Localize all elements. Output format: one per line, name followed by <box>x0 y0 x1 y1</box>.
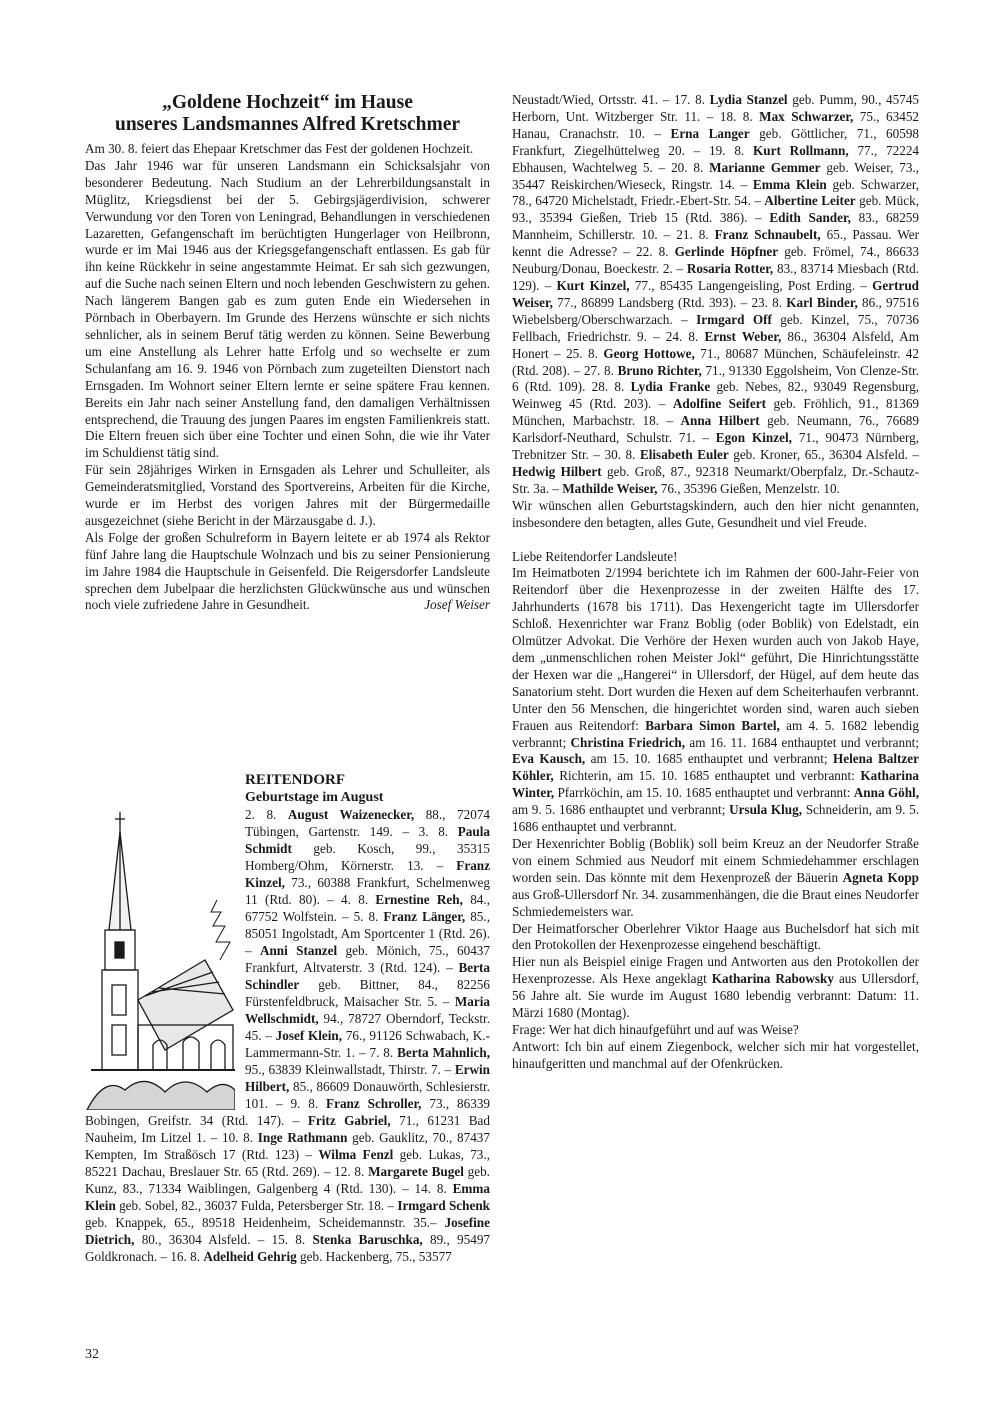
text-run: am 9. 5. 1686 enthauptet und verbrannt; <box>512 802 730 818</box>
person-name: Gerlinde Höpfner <box>674 244 779 260</box>
person-name: Adelheid Gehrig <box>203 1249 297 1264</box>
person-name: Anna Hilbert <box>680 413 760 429</box>
text-run: 85., 86609 Donauwörth, Schlesierstr. 101. – 9. 8. <box>245 1079 490 1111</box>
text-run: Hier nun als Beispiel einige Fragen und Antworten aus den Protokollen der Hexenprozesse. Als Hexe angeklagt <box>512 954 919 987</box>
person-name: Erwin Hilbert, <box>245 1062 490 1094</box>
person-name: Franz Schroller, <box>326 1096 422 1111</box>
person-name: Ernestine Reh, <box>375 892 463 907</box>
church-illustration <box>85 810 235 1110</box>
text-run: Richterin, am 15. 10. 1685 enthauptet und verbrannt: <box>553 768 861 784</box>
text-run: geb. Kunz, 83., 71334 Waiblingen, Galgenberg 4 (Rtd. 130). – 14. 8. <box>85 1164 490 1196</box>
right-column <box>512 92 919 1073</box>
text-run: 2. 8. <box>245 807 288 822</box>
text-run: geb. Weiser, 73., 35447 Reiskirchen/Wieseck, Ringstr. 14. – <box>512 159 920 192</box>
text-run: geb. Knappek, 65., 89518 Heidenheim, Scheidemannstr. 35.– <box>85 1215 445 1230</box>
article-paragraph: Das Jahr 1946 war für unseren Landsmann ein Schicksalsjahr von besonderer Bedeutung. Nach Studium an der Lehrerbildungsanstalt in Müglitz, Kriegsdienst bei der 5. Gebirgsjägerdivision, schwerer Verwundung vor den Toren von Leningrad, Behandlungen in verschiedenen Lazaretten, Gefangenschaft im berüchtigten Hungerlager von Heilbronn, wurde er im Mai 1946 aus der Kriegsgefangenschaft entlassen. Es gab für ihn keine Rückkehr in seine angestammte Heimat. Er sah sich gezwungen, auf die Suche nach seinen Eltern und noch lebenden Geschwistern zu gehen. Nach längerem Bangen gab es zum guten Ende ein Wiedersehen in Pörnbach in Oberbayern. Im Grunde des Herzens wünschte er sich nichts sehnlicher, als in seinem Beruf tätig werden zu können. Seine Bewerbung um eine Anstellung als Lehrer hatte Erfolg und so wechselte er zum Schulanfang am 16. 9. 1946 von Pörnbach zum zugeteilten Dienstort nach Ernsgaden. Im Wohnort seiner Eltern lernte er seine spätere Frau kennen. Bereits ein Jahr nach seiner Anstellung fand, den damaligen Verhältnissen entsprechend, die Trauung des jungen Paares im engsten Familienkreis statt. Die Eltern freuen sich über eine Tochter und einen Sohn, die wie ihr Vater im Schuldienst tätig sind. <box>85 157 490 461</box>
person-name: Karl Binder, <box>786 294 858 310</box>
page-number: 32 <box>85 1347 99 1362</box>
left-column <box>85 92 490 614</box>
text-run: 71., 61231 Bad Nauheim, Im Litzel 1. – 10. 8. <box>85 1113 490 1145</box>
text-run: geb. Groß, 87., 92318 Neumarkt/Oberpfalz, Dr.-Schautz-Str. 3a. – <box>512 463 919 496</box>
text-run: 84., 67752 Wolfstein. – 5. 8. <box>245 892 490 924</box>
person-name: Albertine Leiter <box>764 193 856 209</box>
person-name: Franz Kinzel, <box>245 858 490 890</box>
person-name: Lydia Stanzel <box>709 92 788 107</box>
text-run: Der Hexenrichter Boblig (Boblik) soll beim Kreuz an der Neudorfer Straße von einem Schmied aus Neudorf mit einem Schmiedehammer erschlagen worden sein. Das könnte mit dem Hexenprozeß der Bäuerin <box>512 835 919 885</box>
article-title-line1: „Goldene Hochzeit“ im Hause <box>162 92 413 113</box>
person-name: Katharina Rabowsky <box>711 971 834 987</box>
text-run: am 4. 5. 1682 lebendig verbrannt; <box>512 717 919 750</box>
text-run: 73., 86339 Bobingen, Greifstr. 34 (Rtd. 147). – <box>85 1096 491 1128</box>
text-run: 83., 68259 Mannheim, Schillerstr. 10. – 21. 8. <box>512 210 919 243</box>
letter-answer: Antwort: Ich bin auf einem Ziegenbock, welcher sich mir hat vorgestellet, hinaufgeritten und manchmal auf der Ofenkrücken. <box>512 1038 919 1071</box>
letter-question: Frage: Wer hat dich hinaufgeführt und auf was Weise? <box>512 1021 799 1037</box>
text-run: geb. Kosch, 99., 35315 Homberg/Ohm, Körnerstr. 13. – <box>245 841 490 873</box>
text-run: geb. Bittner, 84., 82256 Fürstenfeldbruck, Maisacher Str. 5. – <box>245 977 490 1009</box>
person-name: Egon Kinzel, <box>715 430 792 446</box>
text-run: geb. Fröhlich, 91., 81369 München, Marbachstr. 18. – <box>512 396 920 429</box>
person-name: Edith Sander, <box>769 210 851 226</box>
letter-greeting: Liebe Reitendorfer Landsleute! <box>512 548 678 564</box>
text-run: geb. Schwarzer, 78., 64720 Michelstadt, Friedr.-Ebert-Str. 54. – <box>512 176 919 209</box>
person-name: August Waizenecker, <box>287 807 415 822</box>
text-run: 73., 60388 Frankfurt, Schelmenweg 11 (Rtd. 80). – 4. 8. <box>245 875 490 907</box>
person-name: Fritz Gabriel, <box>307 1113 391 1128</box>
letter-paragraph <box>512 565 919 836</box>
text-run: 77., 86899 Landsberg (Rtd. 393). – 23. 8. <box>552 294 787 310</box>
text-run: 80., 36304 Alsfeld. – 15. 8. <box>134 1232 313 1247</box>
text-run: geb. Lukas, 73., 85221 Dachau, Breslauer Str. 65 (Rtd. 269). – 12. 8. <box>85 1147 490 1179</box>
person-name: Gertrud Weiser, <box>512 277 919 310</box>
text-run: 86., 36304 Alsfeld, Am Honert – 25. 8. <box>512 328 919 361</box>
person-name: Franz Schnaubelt, <box>714 227 821 243</box>
text-run: 77., 72224 Ebhausen, Wachtelweg 5. – 20. 8. <box>512 142 919 175</box>
person-name: Josefine Dietrich, <box>85 1215 490 1247</box>
person-name: Elisabeth Euler <box>639 447 729 463</box>
person-name: Emma Klein <box>85 1181 490 1213</box>
person-name: Katharina Winter, <box>512 768 919 801</box>
text-run: 85., 85051 Ingolstadt, Am Sportcenter 1 (Rtd. 26). – <box>245 909 490 958</box>
person-name: Franz Länger, <box>383 909 466 924</box>
text-run: am 16. 11. 1684 enthauptet und verbrannt; <box>685 734 919 750</box>
text-run: 77., 85435 Langengeisling, Post Erding. – <box>629 277 873 293</box>
person-name: Anna Göhl, <box>853 785 919 801</box>
text-run: geb. Mönich, 75., 60437 Frankfurt, Altvaterstr. 3 (Rtd. 124). – <box>245 943 490 975</box>
person-name: Irmgard Off <box>696 311 772 327</box>
text-run: am 15. 10. 1685 enthauptet und verbrannt; <box>585 751 833 767</box>
person-name: Helena Baltzer Köhler, <box>512 751 919 784</box>
article-title-line2: unseres Landsmannes Alfred Kretschmer <box>114 114 461 135</box>
letter-paragraph <box>512 954 919 1022</box>
person-name: Christina Friedrich, <box>570 734 686 750</box>
letter-paragraph <box>512 836 919 921</box>
text-run: aus Groß-Ullersdorf Nr. 34. zusammenhängen, die die Braut eines Neudorfer Schmiedemeisters war. <box>512 886 919 919</box>
article-paragraph: Für sein 28jähriges Wirken in Ernsgaden als Lehrer und Schulleiter, als Gemeinderatsmitglied, Vorstand des Sportvereins, Arbeiten für die Kirche, wurde er im Herbst des vorigen Jahres mit der Bürgermedaille ausgezeichnet (siehe Bericht in der Märzausgabe d. J.). <box>85 462 490 528</box>
text-run: geb. Pumm, 90., 45745 Herborn, Unt. Witzberger Str. 11. – 18. 8. <box>512 92 920 124</box>
text-run: 65., Passau. Wer kennt die Adresse? – 22. 8. <box>512 227 919 260</box>
person-name: Bruno Richter, <box>617 362 702 378</box>
text-run: 94., 78727 Oberndorf, Teckstr. 45. – <box>245 1011 490 1043</box>
person-name: Eva Kausch, <box>512 751 586 767</box>
person-name: Agneta Kopp <box>842 869 920 885</box>
person-name: Berta Schindler <box>245 960 490 992</box>
person-name: Berta Mahnlich, <box>397 1045 490 1060</box>
text-run: 76., 35396 Gießen, Menzelstr. 10. <box>657 480 840 496</box>
birthday-list-part2 <box>512 92 919 498</box>
text-run: geb. Nebes, 82., 93049 Regensburg, Weinweg 45 (Rtd. 203). – <box>512 379 919 412</box>
person-name: Marianne Gemmer <box>709 159 821 175</box>
spacer <box>512 532 919 549</box>
person-name: Georg Hottowe, <box>603 345 695 361</box>
person-name: Margarete Bugel <box>368 1164 464 1179</box>
article-paragraph: Am 30. 8. feiert das Ehepaar Kretschmer das Fest der goldenen Hochzeit. <box>85 141 474 156</box>
person-name: Inge Rathmann <box>257 1130 348 1145</box>
person-name: Irmgard Schenk <box>397 1198 491 1213</box>
text-run: geb. Neumann, 76., 76689 Karlsdorf-Neuthard, Schulstr. 71. – <box>512 413 919 446</box>
person-name: Kurt Rollmann, <box>753 142 849 158</box>
text-run: geb. Hackenberg, 75., 53577 <box>296 1249 452 1264</box>
person-name: Mathilde Weiser, <box>562 480 658 496</box>
reitendorf-subheading: Geburtstage im August <box>245 790 384 805</box>
person-name: Erna Langer <box>670 125 750 141</box>
text-run: 86., 97516 Wiebelsberg/Oberschwarzach. – <box>512 294 919 327</box>
text-run: geb. Kroner, 65., 36304 Alsfeld. – <box>728 447 919 463</box>
person-name: Barbara Simon Bartel, <box>645 717 780 733</box>
text-run: 95., 63839 Kleinwallstadt, Thirstr. 7. – <box>245 1062 455 1077</box>
person-name: Adolfine Seifert <box>672 396 767 412</box>
person-name: Paula Schmidt <box>245 824 490 856</box>
text-run: geb. Frömel, 74., 86633 Neuburg/Donau, Boeckestr. 2. – <box>512 244 920 277</box>
person-name: Lydia Franke <box>630 379 711 395</box>
text-run: geb. Mück, 93., 35394 Gießen, Trieb 15 (Rtd. 386). – <box>512 193 919 226</box>
reitendorf-section <box>85 771 490 1265</box>
text-run: geb. Gauklitz, 70., 87437 Kempten, Im Straßösch 17 (Rtd. 123) – <box>85 1130 490 1162</box>
person-name: Maria Wellschmidt, <box>245 994 490 1026</box>
person-name: Max Schwarzer, <box>759 108 854 124</box>
person-name: Josef Klein, <box>275 1028 343 1043</box>
letter-paragraph: Der Heimatforscher Oberlehrer Viktor Haage aus Buchelsdorf hat sich mit den Protokollen der Hexenprozesse eingehend beschäftigt. <box>512 920 919 953</box>
article-paragraph-text: Als Folge der großen Schulreform in Bayern leitete er ab 1974 als Rektor fünf Jahre lang die Hauptschule Wolnzach und bis zu seiner Pensionierung im Jahre 1984 die Hauptschule in Geisenfeld. Die Reigersdorfer Landsleute sprechen dem Jubelpaar die herzlichsten Glückwünsche aus und wünschen noch viele zufriedene Jahre in Gesundheit. <box>85 529 490 613</box>
text-run: 71., 80687 München, Schäufeleinstr. 42 (Rtd. 208). – 27. 8. <box>512 345 919 378</box>
text-run: 71., 90473 Nürnberg, Trebnitzer Str. – 30. 8. <box>512 430 919 463</box>
text-run: geb. Göttlicher, 71., 60598 Frankfurt, Ziegelhüttelweg 20. – 19. 8. <box>512 125 920 158</box>
text-run: 76., 91126 Schwabach, K.-Lammermann-Str. 1. – 7. 8. <box>245 1028 490 1060</box>
birthday-wishes: Wir wünschen allen Geburtstagskindern, auch den hier nicht genannten, insbesondere den betagten, alles Gute, Gesundheit und viel Freude. <box>512 497 919 530</box>
article-paragraph-final <box>85 530 490 615</box>
person-name: Kurt Kinzel, <box>556 277 630 293</box>
text-run: 71., 91330 Eggolsheim, Von Clenze-Str. 6 (Rtd. 109). 28. 8. <box>512 362 919 395</box>
text-run: 83., 83714 Miesbach (Rtd. 129). – <box>512 261 920 293</box>
person-name: Emma Klein <box>752 176 827 192</box>
person-name: Ernst Weber, <box>704 328 782 344</box>
text-run: 75., 63452 Hanau, Cranachstr. 10. – <box>512 108 920 141</box>
article-title <box>85 92 490 136</box>
text-run: aus Ullersdorf, 56 Jahre alt. Sie wurde im August 1680 lebendig verbrannt: Datum: 11. Märzi 1680 (Montag). <box>512 971 920 1021</box>
person-name: Ursula Klug, <box>729 802 803 818</box>
person-name: Anni Stanzel <box>259 943 338 958</box>
reitendorf-heading: REITENDORF <box>245 772 346 788</box>
text-run: 89., 95497 Goldkronach. – 16. 8. <box>85 1232 491 1264</box>
person-name: Stenka Baruschka, <box>312 1232 423 1247</box>
text-run: Im Heimatboten 2/1994 berichtete ich im Rahmen der 600-Jahr-Feier von Reitendorf über die Hexenprozesse in der zweiten Hälfte des 17. Jahrhunderts (1678 bis 1711). Das Hexengericht tagte im Ullersdorfer Schloß. Hexenrichter war Franz Boblig (oder Boblik) von Edelstadt, ein Olmützer Advokat. Die Verhöre der Hexen wurden auch von Jakob Haye, dem „unmenschlichen rohen Meister Jokl“ geführt, Die Hinrichtungsstätte der Hexen war die „Hangerei“ in Ullersdorf, der Hügel, auf dem heute das Sanatorium steht. Dort wurden die Hexen auf dem Scheiterhaufen verbrannt. Unter den 56 Menschen, die hingerichtet worden sind, waren auch sieben Frauen aus Reitendorf: <box>512 565 919 733</box>
person-name: Hedwig Hilbert <box>512 463 602 479</box>
article-signature: Josef Weiser <box>424 597 490 613</box>
text-run: Pfarrköchin, am 15. 10. 1685 enthauptet und verbrannt: <box>554 785 854 801</box>
person-name: Wilma Fenzl <box>318 1147 394 1162</box>
text-run: 88., 72074 Tübingen, Gartenstr. 149. – 3. 8. <box>245 807 491 839</box>
text-run: Schneiderin, am 9. 5. 1686 enthauptet und verbrannt. <box>512 802 919 835</box>
text-run: geb. Kinzel, 75., 70736 Fellbach, Friedrichstr. 9. – 24. 8. <box>512 311 920 344</box>
person-name: Rosaria Rotter, <box>686 261 774 277</box>
text-run: Neustadt/Wied, Ortsstr. 41. – 17. 8. <box>512 92 710 107</box>
text-run: geb. Sobel, 82., 36037 Fulda, Petersberger Str. 18. – <box>115 1198 398 1213</box>
